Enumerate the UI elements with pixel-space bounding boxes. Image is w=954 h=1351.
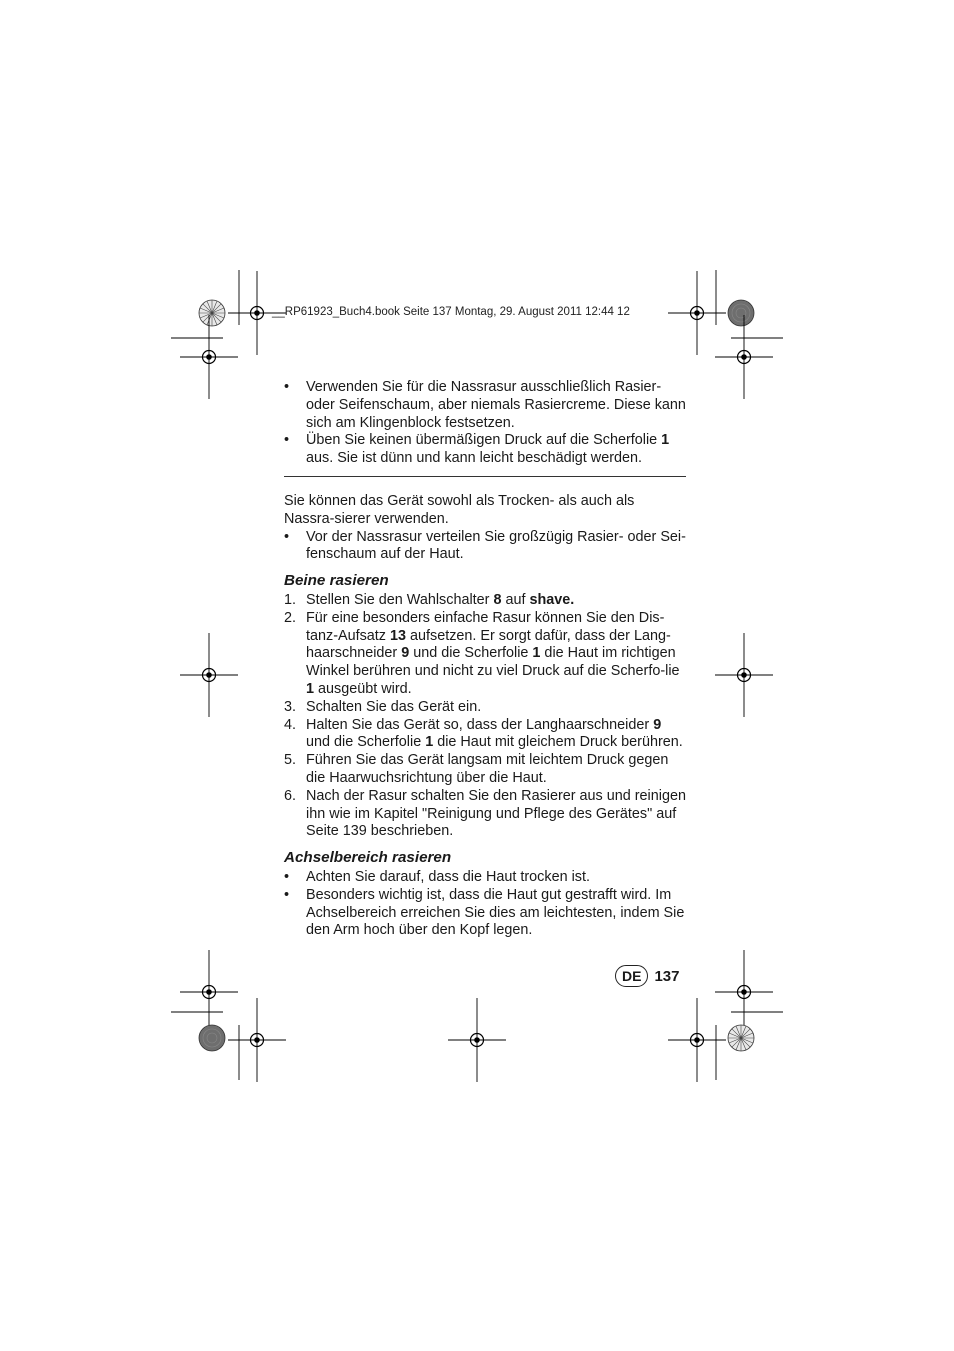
text-run: ausgeübt wird. — [314, 680, 412, 697]
item-text — [306, 432, 669, 466]
part-number-ref: 13 — [389, 627, 406, 644]
bullet-marker: • — [284, 379, 290, 395]
language-badge: DE — [615, 965, 648, 987]
bullet-item — [284, 887, 686, 940]
item-text — [306, 869, 590, 885]
step-number: 1. — [284, 591, 297, 608]
part-number-ref: 9 — [401, 645, 410, 662]
bullet-item — [284, 379, 686, 432]
book-file-header: __RP61923_Buch4.book Seite 137 Montag, 29. August 2011 12:44 12 — [272, 306, 630, 318]
text-run: Nach der Rasur schalten Sie den Rasierer aus und reinigen ihn wie im Kapitel "Reinigung und Pflege des Gerätes" auf Seite 139 beschrieben. — [306, 787, 686, 840]
text-run: aus. Sie ist dünn und kann leicht beschädigt werden. — [306, 450, 643, 467]
bullet-item — [284, 432, 686, 468]
text-run: Vor der Nassrasur verteilen Sie großzügig Rasier- oder Sei-fenschaum auf der Haut. — [306, 528, 686, 563]
armpits-list — [284, 869, 686, 940]
step-number: 2. — [284, 609, 297, 626]
bullet-marker: • — [284, 432, 290, 449]
item-text — [306, 788, 686, 840]
step-number: 5. — [284, 752, 297, 769]
item-text — [306, 717, 683, 751]
text-run: Für eine besonders einfache Rasur können Sie den Dis-tanz-Aufsatz — [306, 609, 665, 644]
text-run: Schalten Sie das Gerät ein. — [306, 698, 482, 715]
text-run: Stellen Sie den Wahlschalter — [306, 591, 494, 608]
part-number-ref: 1 — [425, 734, 434, 751]
text-run: und die Scherfolie — [306, 734, 426, 751]
numbered-step — [284, 717, 686, 753]
numbered-step — [284, 610, 686, 699]
bullet-marker: • — [284, 868, 290, 885]
part-number-ref: 1 — [661, 432, 670, 449]
text-run: die Haut im richtigen Winkel berühren und nicht zu viel Druck auf die Scherfo-lie — [306, 645, 680, 680]
numbered-step — [284, 592, 686, 610]
numbered-step — [284, 752, 686, 788]
step-number: 3. — [284, 698, 297, 715]
page-footer — [615, 964, 679, 988]
item-text — [306, 592, 574, 608]
page-content — [284, 379, 686, 940]
item-text — [306, 752, 668, 786]
text-run: Führen Sie das Gerät langsam mit leichtem Druck gegen die Haarwuchsrichtung über die Haut. — [306, 752, 669, 786]
intro-paragraph: Sie können das Gerät sowohl als Trocken- als auch als Nassra-sierer verwenden. — [284, 492, 635, 527]
step-number: 6. — [284, 787, 297, 804]
part-number-ref: 1 — [306, 680, 315, 697]
section-divider — [284, 476, 686, 477]
heading-legs: Beine rasieren — [284, 572, 389, 590]
numbered-step — [284, 788, 686, 841]
text-run: und die Scherfolie — [409, 645, 533, 662]
text-run: die Haut mit gleichem Druck berühren. — [433, 734, 683, 751]
text-run: Verwenden Sie für die Nassrasur ausschließlich Rasier-oder Seifenschaum, aber niemals Rasiercreme. Diese kann sich am Klingenblock festsetzen. — [306, 379, 686, 431]
part-number-ref: 1 — [532, 645, 541, 662]
part-number-ref: shave. — [529, 591, 575, 608]
text-run: Achten Sie darauf, dass die Haut trocken ist. — [306, 868, 590, 885]
text-run: Besonders wichtig ist, dass die Haut gut gestrafft wird. Im Achselbereich erreichen Sie dies am leichtesten, indem Sie den Arm hoch über den Kopf legen. — [306, 886, 685, 939]
text-run: auf — [501, 591, 530, 608]
numbered-step — [284, 699, 686, 717]
item-text — [306, 379, 686, 431]
item-text — [306, 610, 680, 697]
text-run: aufsetzen. Er sorgt dafür, dass der Lang-haarschneider — [306, 627, 671, 662]
page-number: 137 — [654, 967, 680, 985]
item-text — [306, 699, 481, 715]
part-number-ref: 9 — [653, 716, 662, 733]
bullet-item — [284, 529, 686, 565]
heading-armpits: Achselbereich rasieren — [284, 849, 452, 867]
part-number-ref: 8 — [493, 591, 502, 608]
bullet-item — [284, 869, 686, 887]
text-run: Halten Sie das Gerät so, dass der Langhaarschneider — [306, 716, 654, 733]
legs-steps-list — [284, 592, 686, 841]
item-text — [306, 529, 686, 563]
bullet-marker: • — [284, 886, 290, 903]
item-text — [306, 887, 684, 939]
step-number: 4. — [284, 716, 297, 733]
warning-list — [284, 379, 686, 468]
text-run: Üben Sie keinen übermäßigen Druck auf die Scherfolie — [306, 432, 662, 449]
bullet-marker: • — [284, 528, 290, 545]
intro-list — [284, 529, 686, 565]
